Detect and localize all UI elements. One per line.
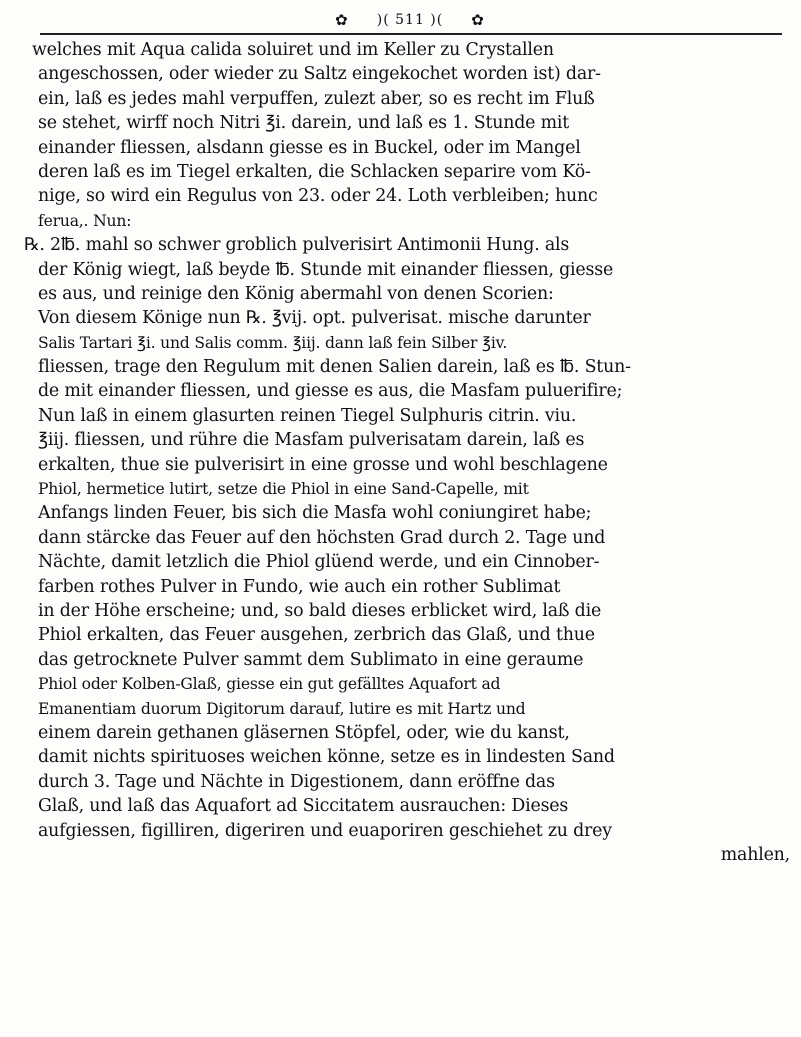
text-line: nige, so wird ein Regulus von 23. oder 24. Loth verbleiben; hunc <box>38 186 598 207</box>
header-rule <box>40 33 782 35</box>
text-line: es aus, und reinige den König abermahl von denen Scorien: <box>38 283 554 304</box>
running-header <box>40 6 780 34</box>
text-line: Salis Tartari ℥i. und Salis comm. ℥iij. dann laß fein Silber ℥iv. <box>38 333 508 352</box>
text-line: das getrocknete Pulver sammt dem Sublimato in eine geraume <box>38 649 584 670</box>
text-line: ℥iij. fliessen, und rühre die Masfam pulverisatam darein, laß es <box>38 430 585 451</box>
text-line: dann stärcke das Feuer auf den höchsten Grad durch 2. Tage und <box>38 527 606 548</box>
text-line: ein, laß es jedes mahl verpuffen, zulezt aber, so es recht im Fluß <box>38 88 595 109</box>
flower-ornament-icon: ✿ <box>335 11 349 29</box>
text-line: Phiol erkalten, das Feuer ausgehen, zerbrich das Glaß, und thue <box>38 625 595 646</box>
text-line: de mit einander fliessen, und giesse es aus, die Masfam puluerifire; <box>38 381 623 402</box>
text-line: deren laß es im Tiegel erkalten, die Schlacken separire vom Kö- <box>38 161 591 182</box>
text-line: einem darein gethanen gläsernen Stöpfel, oder, wie du kanst, <box>38 722 570 743</box>
text-line: se stehet, wirff noch Nitri ℥i. darein, und laß es 1. Stunde mit <box>38 113 570 134</box>
text-line: farben rothes Pulver in Fundo, wie auch ein rother Sublimat <box>38 576 561 597</box>
text-line: mahlen, <box>720 844 790 865</box>
text-line: Nächte, damit letzlich die Phiol glüend werde, und ein Cinnober- <box>38 552 600 573</box>
text-line: der König wiegt, laß beyde ℔. Stunde mit einander fliessen, giesse <box>38 259 614 280</box>
text-line: Von diesem Könige nun ℞. ℥vij. opt. pulverisat. mische darunter <box>38 308 591 329</box>
page-number: )( 511 )( <box>376 12 444 28</box>
text-line: Emanentiam duorum Digitorum darauf, lutire es mit Hartz und <box>38 699 526 718</box>
text-line: damit nichts spirituoses weichen könne, setze es in lindesten Sand <box>38 747 615 768</box>
flower-ornament-icon: ✿ <box>471 11 485 29</box>
text-line: ℞. 2℔. mahl so schwer groblich pulverisirt Antimonii Hung. als <box>24 235 570 256</box>
text-line: fliessen, trage den Regulum mit denen Salien darein, laß es ℔. Stun- <box>38 357 631 378</box>
text-line: einander fliessen, alsdann giesse es in Buckel, oder im Mangel <box>38 137 581 158</box>
text-line: angeschossen, oder wieder zu Saltz eingekochet worden ist) dar- <box>38 64 601 85</box>
text-line: welches mit Aqua calida soluiret und im Keller zu Crystallen <box>32 40 554 60</box>
body-text <box>14 38 796 867</box>
text-line: aufgiessen, figilliren, digeriren und euaporiren geschiehet zu drey <box>38 820 612 841</box>
text-line: erkalten, thue sie pulverisirt in eine grosse und wohl beschlagene <box>38 454 608 475</box>
text-line: durch 3. Tage und Nächte in Digestionem, dann eröffne das <box>38 771 555 792</box>
text-line: Glaß, und laß das Aquafort ad Siccitatem ausrauchen: Dieses <box>38 796 569 817</box>
text-line: in der Höhe erscheine; und, so bald dieses erblicket wird, laß die <box>38 600 602 621</box>
text-line: Nun laß in einem glasurten reinen Tiegel Sulphuris citrin. viu. <box>38 405 577 426</box>
text-line: ferua,. Nun: <box>38 211 132 230</box>
text-line: Phiol oder Kolben-Glaß, giesse ein gut gefälltes Aquafort ad <box>38 675 501 694</box>
text-line: Anfangs linden Feuer, bis sich die Masfa wohl coniungiret habe; <box>38 503 592 524</box>
text-line: Phiol, hermetice lutirt, setze die Phiol in eine Sand-Capelle, mit <box>38 480 529 499</box>
